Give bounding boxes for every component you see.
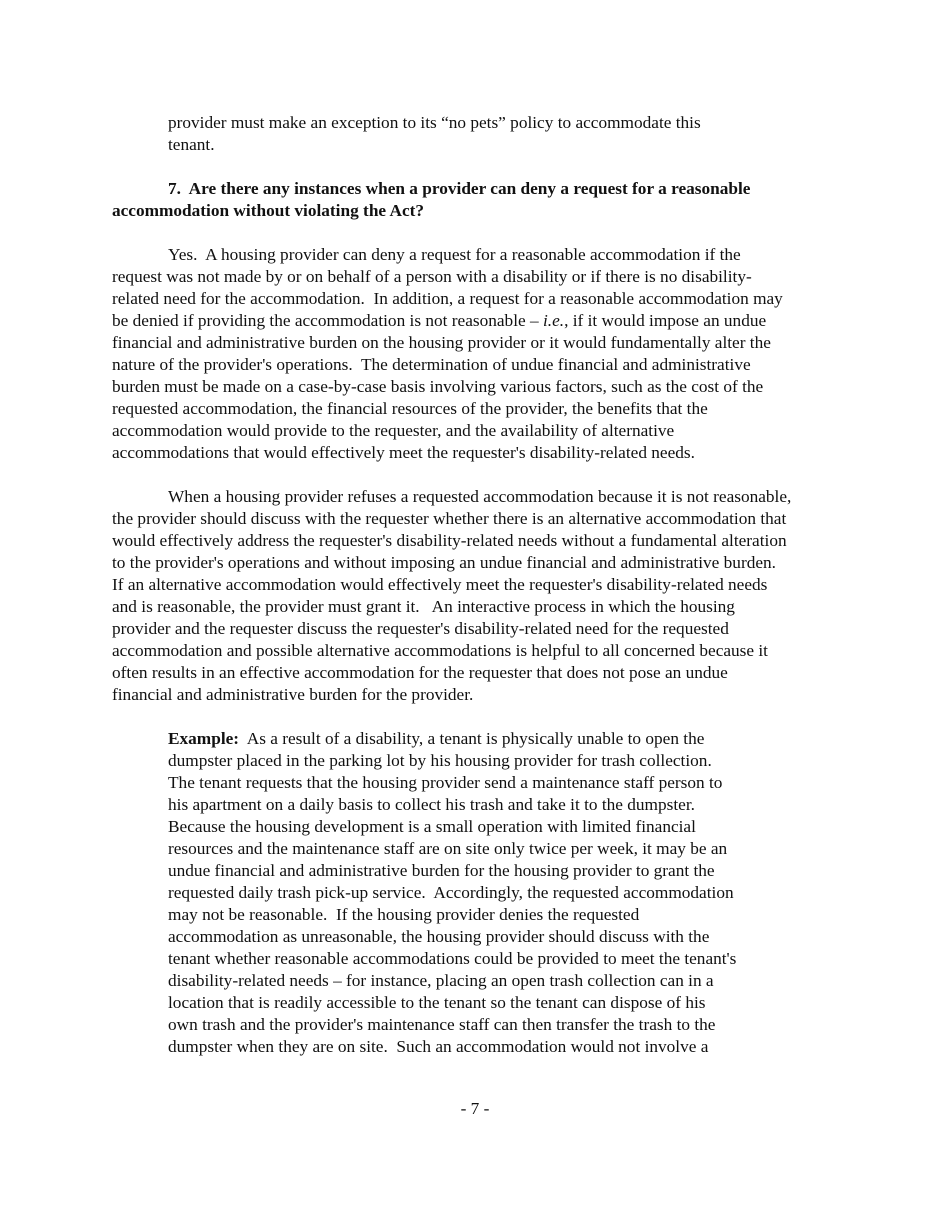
paragraph1-line-3: related need for the accommodation. In addition, a request for a reasonable accommodation may	[112, 289, 783, 308]
paragraph2-line-7: provider and the requester discuss the requester's disability-related need for the requested	[112, 619, 729, 638]
example-label: Example:	[168, 729, 240, 748]
question-heading-line-2: accommodation without violating the Act?	[112, 201, 425, 220]
paragraph1-line-5: financial and administrative burden on the housing provider or it would fundamentally alter the	[112, 333, 771, 352]
paragraph1-line-1: Yes. A housing provider can deny a request for a reasonable accommodation if the	[168, 245, 741, 264]
paragraph1-line-9: accommodation would provide to the requester, and the availability of alternative	[112, 421, 675, 440]
example-line-9: may not be reasonable. If the housing provider denies the requested	[168, 905, 640, 924]
example-line-6: resources and the maintenance staff are on site only twice per week, it may be an	[168, 839, 728, 858]
continuation-line-1: provider must make an exception to its “no pets” policy to accommodate this	[168, 113, 701, 132]
paragraph2-line-8: accommodation and possible alternative accommodations is helpful to all concerned because it	[112, 641, 768, 660]
example-line-15: dumpster when they are on site. Such an accommodation would not involve a	[168, 1037, 709, 1056]
example-line-2: dumpster placed in the parking lot by his housing provider for trash collection.	[168, 751, 712, 770]
paragraph1-line-4	[112, 310, 766, 332]
example-line-11: tenant whether reasonable accommodations could be provided to meet the tenant's	[168, 949, 737, 968]
question-text-1: Are there any instances when a provider can deny a request for a reasonable	[188, 179, 751, 198]
paragraph1-line-4-end: , if it would impose an undue	[564, 311, 767, 330]
example-line-14: own trash and the provider's maintenance staff can then transfer the trash to the	[168, 1015, 716, 1034]
paragraph1-line-10: accommodations that would effectively meet the requester's disability-related needs.	[112, 443, 695, 462]
example-line-4: his apartment on a daily basis to collect his trash and take it to the dumpster.	[168, 795, 695, 814]
paragraph2-line-3: would effectively address the requester's disability-related needs without a fundamental alteration	[112, 531, 787, 550]
example-line-5: Because the housing development is a small operation with limited financial	[168, 817, 696, 836]
example-line-3: The tenant requests that the housing provider send a maintenance staff person to	[168, 773, 723, 792]
paragraph1-line-6: nature of the provider's operations. The determination of undue financial and administrative	[112, 355, 751, 374]
paragraph2-line-10: financial and administrative burden for the provider.	[112, 685, 474, 704]
example-line-8: requested daily trash pick-up service. Accordingly, the requested accommodation	[168, 883, 734, 902]
example-line-13: location that is readily accessible to the tenant so the tenant can dispose of his	[168, 993, 706, 1012]
paragraph1-line-4-start: be denied if providing the accommodation is not reasonable –	[112, 311, 543, 330]
question-number: 7.	[168, 179, 181, 198]
question-heading-line-1	[168, 178, 750, 200]
example-line-1	[168, 728, 704, 750]
example-first-line: As a result of a disability, a tenant is physically unable to open the	[239, 729, 705, 748]
paragraph2-line-4: to the provider's operations and without imposing an undue financial and administrative burden.	[112, 553, 776, 572]
paragraph1-line-2: request was not made by or on behalf of a person with a disability or if there is no disability-	[112, 267, 752, 286]
example-line-10: accommodation as unreasonable, the housing provider should discuss with the	[168, 927, 710, 946]
ie-italic: i.e.	[542, 311, 565, 330]
paragraph2-line-9: often results in an effective accommodation for the requester that does not pose an undue	[112, 663, 728, 682]
paragraph2-line-1: When a housing provider refuses a requested accommodation because it is not reasonable,	[168, 487, 792, 506]
paragraph1-line-8: requested accommodation, the financial resources of the provider, the benefits that the	[112, 399, 708, 418]
paragraph2-line-5: If an alternative accommodation would effectively meet the requester's disability-related needs	[112, 575, 768, 594]
paragraph1-line-7: burden must be made on a case-by-case basis involving various factors, such as the cost of the	[112, 377, 764, 396]
example-line-7: undue financial and administrative burden for the housing provider to grant the	[168, 861, 715, 880]
paragraph2-line-6: and is reasonable, the provider must grant it. An interactive process in which the housing	[112, 597, 735, 616]
page-number: - 7 -	[460, 1099, 490, 1118]
paragraph2-line-2: the provider should discuss with the requester whether there is an alternative accommodation that	[112, 509, 787, 528]
example-line-12: disability-related needs – for instance, placing an open trash collection can in a	[168, 971, 714, 990]
continuation-line-2: tenant.	[168, 135, 215, 154]
